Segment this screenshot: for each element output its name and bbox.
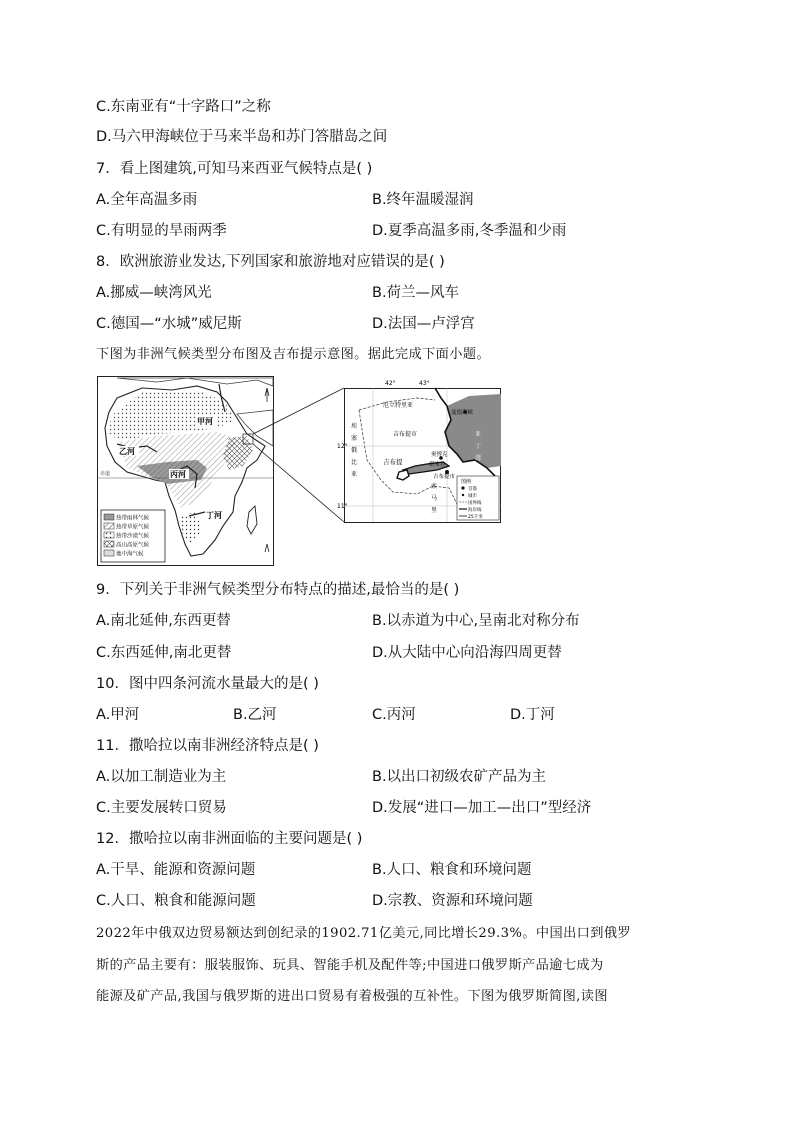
ethiopia-char: 俄 xyxy=(351,447,358,454)
q12-option-c: C.人口、粮食和能源问题 xyxy=(96,893,256,909)
q10-option-a: A.甲河 xyxy=(96,707,140,723)
lon-43-label: 43° xyxy=(419,380,430,387)
somalia-char: 马 xyxy=(431,495,438,502)
question-8: 8．欧洲旅游业发达,下列国家和旅游地对应错误的是( ) xyxy=(96,254,445,270)
lat-12-label: 12° xyxy=(337,443,348,450)
option-c-prev: C.东南亚有“十字路口”之称 xyxy=(96,99,271,115)
obock-label: 奥博克 xyxy=(431,452,448,458)
question-11: 11．撒哈拉以南非洲经济特点是( ) xyxy=(96,738,319,754)
legend-item: 高山高原气候 xyxy=(116,542,150,549)
q11-option-d: D.发展“进口—加工—出口”型经济 xyxy=(372,800,592,816)
mandeb-label: 曼德海峡 xyxy=(451,410,474,416)
q7-option-b: B.终年温暖湿润 xyxy=(372,192,474,208)
q9-option-d: D.从大陆中心向沿海四周更替 xyxy=(372,645,562,661)
inset-legend-scale: 25千米 xyxy=(468,515,483,520)
passage-line-1: 2022年中俄双边贸易额达到创纪录的1902.71亿美元,同比增长29.3%。中国出口到俄罗 xyxy=(96,926,632,941)
river-bing-label: 丙河 xyxy=(170,470,186,479)
gulf-char: 湾 xyxy=(475,455,482,462)
question-9: 9．下列关于非洲气候类型分布特点的描述,最恰当的是( ) xyxy=(96,582,460,598)
equator-label: 赤道 xyxy=(100,471,111,477)
q8-option-d: D.法国—卢浮宫 xyxy=(372,316,475,332)
q7-option-a: A.全年高温多雨 xyxy=(96,192,198,208)
q9-option-a: A.南北延伸,东西更替 xyxy=(96,613,231,629)
lon-42-label: 42° xyxy=(385,380,396,387)
river-yi-label: 乙河 xyxy=(119,447,135,456)
inset-legend-item: 国界线 xyxy=(468,501,482,506)
legend-item: 热带沙漠气候 xyxy=(116,533,150,540)
q11-option-b: B.以出口初级农矿产品为主 xyxy=(372,769,547,785)
djibouti-region-label: 吉布提市 xyxy=(393,431,418,438)
africa-climate-figure xyxy=(97,376,501,566)
legend-item: 热带草原气候 xyxy=(116,524,150,531)
q11-option-a: A.以加工制造业为主 xyxy=(96,769,227,785)
inset-legend-title: 图例 xyxy=(461,479,472,485)
q10-option-d: D.丁河 xyxy=(510,707,555,723)
tadjoura-label: 塔朱拉 xyxy=(429,462,446,468)
somalia-char: 索 xyxy=(431,483,438,490)
q7-option-d: D.夏季高温多雨,冬季温和少雨 xyxy=(372,223,567,239)
q8-option-b: B.荷兰—风车 xyxy=(372,285,460,301)
gulf-char: 丁 xyxy=(475,443,482,450)
eritrea-label: 厄立特里亚 xyxy=(383,402,414,409)
option-d-prev: D.马六甲海峡位于马来半岛和苏门答腊岛之间 xyxy=(96,129,388,145)
gulf-char: 亚 xyxy=(475,431,482,438)
q12-option-a: A.干旱、能源和资源问题 xyxy=(96,862,256,878)
question-10: 10．图中四条河流水量最大的是( ) xyxy=(96,676,319,692)
river-ding-label: 丁河 xyxy=(206,511,222,520)
climate-legend xyxy=(101,510,165,562)
africa-climate-map xyxy=(97,376,501,566)
q8-option-c: C.德国—“水城”威尼斯 xyxy=(96,316,242,332)
lat-11-label: 11° xyxy=(337,503,348,510)
djibouti-inset xyxy=(337,380,501,523)
inset-legend-item: 城市 xyxy=(468,494,477,499)
question-12: 12．撒哈拉以南非洲面临的主要问题是( ) xyxy=(96,831,363,847)
passage-line-2: 斯的产品主要有：服装服饰、玩具、智能手机及配件等;中国进口俄罗斯产品逾七成为 xyxy=(96,958,604,973)
q9-option-c: C.东西延伸,南北更替 xyxy=(96,645,232,661)
djibouti-city-label: 吉布提市 xyxy=(433,474,456,480)
ethiopia-char: 亚 xyxy=(351,471,358,478)
legend-item: 地中海气候 xyxy=(116,551,144,558)
figure-intro: 下图为非洲气候类型分布图及吉布提示意图。据此完成下面小题。 xyxy=(96,347,491,362)
q12-option-b: B.人口、粮食和环境问题 xyxy=(372,862,532,878)
ethiopia-char: 塞 xyxy=(351,435,358,442)
q7-option-c: C.有明显的旱雨两季 xyxy=(96,223,227,239)
q10-option-b: B.乙河 xyxy=(233,707,277,723)
q11-option-c: C.主要发展转口贸易 xyxy=(96,800,227,816)
q12-option-d: D.宗教、资源和环境问题 xyxy=(372,893,533,909)
ethiopia-char: 比 xyxy=(351,459,358,466)
inset-legend xyxy=(457,476,499,520)
ethiopia-char: 埃 xyxy=(351,423,358,430)
river-jia-label: 甲河 xyxy=(197,417,213,426)
legend-item: 热带雨林气候 xyxy=(116,515,150,522)
q8-option-a: A.挪威—峡湾风光 xyxy=(96,285,212,301)
inset-legend-item: 海岸线 xyxy=(468,508,482,513)
somalia-char: 里 xyxy=(431,507,438,514)
q9-option-b: B.以赤道为中心,呈南北对称分布 xyxy=(372,613,580,629)
question-7: 7．看上图建筑,可知马来西亚气候特点是( ) xyxy=(96,161,373,177)
country-label: 吉布提 xyxy=(383,458,403,466)
q10-option-c: C.丙河 xyxy=(372,707,416,723)
inset-legend-item: 首都 xyxy=(468,487,477,492)
passage-line-3: 能源及矿产品,我国与俄罗斯的进出口贸易有着极强的互补性。下图为俄罗斯简图,读图 xyxy=(96,989,608,1004)
